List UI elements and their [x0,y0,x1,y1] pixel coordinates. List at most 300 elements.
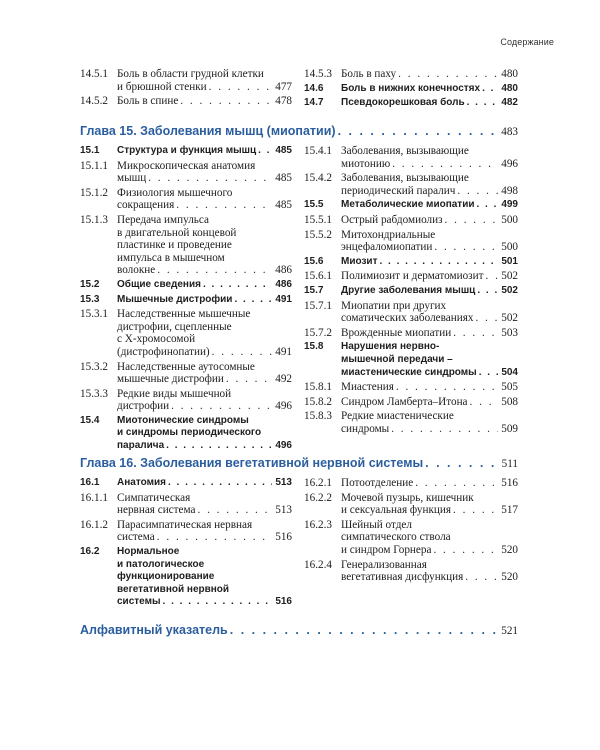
toc-entry-number: 14.5.3 [304,68,332,80]
toc-entry-number: 16.1.2 [80,518,108,531]
toc-entry-number: 15.1.2 [80,186,108,199]
toc-entry[interactable] [304,327,518,340]
toc-entry-page: 482 [501,97,518,109]
toc-entry[interactable] [80,415,292,453]
leader-dots [465,97,498,110]
toc-entry-body [117,95,292,108]
toc-entry-line [117,333,292,346]
toc-entry-body [341,519,518,557]
leader-dots [455,185,498,198]
toc-column-right [304,477,518,586]
leader-dots [396,68,498,81]
leader-dots [166,477,272,490]
toc-entry-line [117,400,292,413]
toc-entry-line [117,519,292,532]
toc-column-right [304,68,518,112]
toc-entry-text: Наследственные аутосомные [117,360,255,373]
toc-entry-number: 15.1.3 [80,213,108,226]
toc-entry-text: дистрофии, сцепленные [117,320,232,333]
toc-entry[interactable] [304,341,518,379]
toc-entry-body [341,559,518,584]
toc-entry-line [117,214,292,227]
toc-entry-page: 499 [501,199,518,211]
toc-entry-number: 15.6.1 [304,270,332,283]
chapter-title: Глава 15. Заболевания мышц (миопатии) [80,124,336,138]
leader-dots [423,456,498,470]
toc-entry-number: 16.2.4 [304,558,332,571]
toc-entry[interactable] [304,477,518,490]
toc-entry-number: 15.7.1 [304,299,332,312]
toc-entry-text: Псевдокорешковая боль [341,97,465,109]
toc-entry-text: периодический паралич [341,184,456,197]
toc-entry-body [117,492,292,517]
toc-entry-text: Общие сведения [117,278,201,290]
toc-entry-text: Врожденные миопатии [341,326,452,339]
leader-dots [256,145,272,158]
toc-chapter-16[interactable] [80,456,518,470]
toc-entry-page: 485 [275,199,292,212]
toc-entry-page: 491 [275,293,292,305]
toc-entry-page: 477 [275,80,292,93]
toc-entry-text: система [117,531,155,544]
toc-entry-text: Миопатии при других [341,299,447,312]
toc-entry-line [117,584,292,597]
toc-entry-number: 15.3.2 [80,360,108,373]
toc-entry-text: Физиология мышечного [117,186,233,199]
toc-entry-page: 516 [275,596,292,608]
toc-entry-page: 496 [275,440,292,452]
leader-dots [413,477,498,490]
toc-entry-line [341,477,518,490]
leader-dots [451,504,498,517]
toc-entry-line [341,97,518,110]
toc-entry-number: 15.8 [304,341,324,353]
toc-entry[interactable] [304,270,518,283]
toc-entry-body [117,145,292,158]
toc-entry-text: в двигательной концевой [117,226,237,239]
toc-entry-body [341,327,518,340]
toc-entry[interactable] [304,199,518,212]
toc-entry-number: 16.1 [80,477,100,488]
toc-entry[interactable] [80,145,292,158]
toc-entry-body [341,300,518,325]
toc-entry-text: миастенические синдромы [341,366,477,378]
toc-entry-text: Шейный отдел [341,518,412,531]
toc-entry-page: 486 [275,278,292,290]
toc-entry-body [341,256,518,269]
toc-entry-page: 516 [501,477,518,489]
toc-entry-text: Митохондриальные [341,228,436,241]
leader-dots [228,623,498,637]
toc-entry-number: 15.7 [304,284,324,296]
toc-entry-number: 14.5.2 [80,95,108,108]
leader-dots [164,440,272,453]
toc-entry-line [341,270,518,283]
toc-entry[interactable] [80,388,292,413]
toc-entry-text: Боль в спине [117,95,179,108]
toc-entry[interactable] [304,83,518,96]
toc-entry-text: симпатического ствола [341,531,451,544]
toc-entry-page: 509 [501,422,518,435]
toc-entry-text: Микроскопическая анатомия [117,159,256,172]
toc-entry-page: 478 [275,95,292,108]
toc-entry[interactable] [304,172,518,197]
toc-entry-number: 15.4.2 [304,172,332,185]
toc-entry-number: 15.8.1 [304,381,332,394]
toc-entry-body [117,294,292,307]
toc-entry-line [341,172,518,185]
toc-entry-line [117,239,292,252]
toc-entry-text: Острый рабдомиолиз [341,213,443,226]
toc-entry-line [117,321,292,334]
toc-entry-body [341,172,518,197]
toc-entry-line [341,396,518,409]
toc-entry-line [117,492,292,505]
toc-entry-line [117,68,292,81]
toc-entry-line [117,227,292,240]
toc-entry-line [341,300,518,313]
toc-entry-body [341,270,518,283]
toc-entry-line [341,229,518,242]
toc-entry-number: 16.2.1 [304,477,332,489]
toc-entry-body [117,519,292,544]
leader-dots [210,346,272,359]
leader-dots [480,83,498,96]
toc-entry-text: Заболевания, вызывающие [341,172,469,185]
toc-entry-line [341,256,518,269]
toc-entry-number: 15.3.1 [80,308,108,321]
toc-entry-page: 513 [275,477,292,488]
leader-dots [169,400,272,413]
toc-entry-text: миотонию [341,157,391,170]
toc-entry-line [117,415,292,428]
leader-dots [451,327,498,340]
toc-entry-number: 15.8.2 [304,395,332,408]
toc-entry-text: энцефаломиопатии [341,241,433,254]
toc-entry-text: Другие заболевания мышц [341,284,476,296]
toc-entry-page: 502 [501,284,518,296]
toc-entry-number: 15.3.3 [80,387,108,400]
toc-entry-text: пластинке и проведение [117,239,232,252]
toc-entry-page: 496 [275,400,292,413]
toc-entry-body [341,410,518,435]
toc-entry-line [341,214,518,227]
toc-entry-text: и синдромы периодического [117,427,262,439]
toc-entry-page: 502 [501,270,518,283]
toc-entry[interactable] [304,410,518,435]
toc-chapter-15[interactable] [80,124,518,138]
toc-entry-line [341,145,518,158]
toc-entry[interactable] [304,285,518,298]
chapter-page: 521 [501,625,518,637]
toc-entry[interactable] [80,279,292,292]
toc-entry-number: 16.2 [80,545,100,557]
toc-entry-text: Редкие виды мышечной [117,387,232,400]
toc-entry-line [341,185,518,198]
toc-entry-line [341,381,518,394]
toc-entry-text: и синдром Горнера [341,543,432,556]
toc-entry[interactable] [80,294,292,307]
toc-entry[interactable] [304,381,518,394]
toc-entry-number: 14.6 [304,82,324,94]
toc-entry-text: Потоотделение [341,477,414,489]
toc-entry[interactable] [80,214,292,277]
toc-entry-body [117,388,292,413]
toc-entry-page: 503 [501,326,518,339]
leader-dots [431,544,498,557]
toc-entry[interactable] [304,97,518,110]
toc-entry-text: Парасимпатическая нервная [117,518,253,531]
toc-entry-page: 520 [501,571,518,584]
toc-entry[interactable] [80,361,292,386]
leader-dots [161,596,272,609]
toc-entry-number: 14.7 [304,97,324,109]
toc-entry-number: 15.7.2 [304,326,332,339]
toc-entry-body [341,341,518,379]
leader-dots [468,396,498,409]
leader-dots [394,381,498,394]
toc-entry-body [117,187,292,212]
toc-entry-number: 15.6 [304,255,324,267]
toc-entry-line [117,81,292,94]
toc-entry-text: с Х-хромосомой [117,333,196,346]
toc-entry-number: 15.8.3 [304,410,332,423]
toc-entry-number: 15.2 [80,278,100,290]
toc-entry-line [341,410,518,423]
toc-entry-number: 16.1.1 [80,491,108,504]
toc-entry-line [117,95,292,108]
toc-entry-line [117,294,292,307]
toc-entry[interactable] [304,492,518,517]
toc-entry-text: Синдром Ламберта–Итона [341,395,468,408]
toc-entry-line [117,361,292,374]
toc-entry-text: Боль в паху [341,68,397,80]
toc-column-left [80,145,292,455]
toc-entry-text: Симпатическая [117,491,191,504]
toc-entry-line [117,440,292,453]
leader-dots [155,531,272,544]
toc-entry-text: Структура и функция мышц [117,145,257,156]
toc-column-right [304,145,518,437]
toc-entry-body [117,477,292,490]
toc-entry-page: 513 [275,504,292,517]
leader-dots [377,256,498,269]
toc-entry-body [341,214,518,227]
toc-entry-text: мышечные дистрофии [117,373,224,386]
toc-entry-line [117,559,292,572]
toc-entry[interactable] [304,559,518,584]
toc-entry[interactable] [80,187,292,212]
toc-entry-line [117,187,292,200]
toc-entry-number: 15.1.1 [80,159,108,172]
leader-dots [483,270,498,283]
toc-entry-line [117,172,292,185]
toc-entry-line [117,531,292,544]
toc-entry-page: 516 [275,531,292,544]
leader-dots [390,158,498,171]
toc-entry-text: Миотонические синдромы [117,414,249,426]
toc-entry-page: 517 [501,504,518,517]
toc-entry-text: Мышечные дистрофии [117,293,233,305]
toc-entry-text: Анатомия [117,477,166,488]
toc-entry-line [341,559,518,572]
toc-entry-body [117,279,292,292]
toc-entry[interactable] [80,477,292,490]
toc-entry[interactable] [304,396,518,409]
toc-entry-page: 500 [501,213,518,226]
toc-entry-number: 15.5.1 [304,213,332,226]
toc-entry-page: 501 [501,255,518,267]
toc-entry[interactable] [304,519,518,557]
toc-entry-page: 485 [275,145,292,156]
toc-entry-body [341,229,518,254]
toc-entry-body [117,68,292,93]
toc-entry-text: Миастения [341,381,394,394]
toc-entry-line [341,341,518,354]
toc-entry-body [341,97,518,110]
toc-entry-body [117,415,292,453]
toc-entry-line [117,145,292,158]
chapter-title: Глава 16. Заболевания вегетативной нервной системы [80,456,424,470]
toc-entry-line [117,427,292,440]
toc-entry-number: 15.4 [80,414,100,426]
toc-entry-body [117,308,292,358]
toc-entry-line [341,199,518,212]
toc-entry-line [117,160,292,173]
toc-entry-number: 16.2.2 [304,491,332,504]
toc-entry-page: 498 [501,184,518,197]
page-header-title: Содержание [500,37,554,47]
toc-entry-text: Полимиозит и дерматомиозит [341,270,484,283]
toc-entry[interactable] [80,546,292,609]
toc-entry[interactable] [80,160,292,185]
toc-entry-text: волокне [117,264,156,277]
toc-entry-line [117,388,292,401]
toc-entry-text: вегетативной нервной [117,583,230,595]
toc-entry[interactable] [80,519,292,544]
toc-entry-page: 480 [501,82,518,94]
toc-entry[interactable] [80,492,292,517]
toc-entry-line [117,346,292,359]
leader-dots [232,294,272,307]
toc-entry-page: 508 [501,395,518,408]
leader-dots [443,214,498,227]
toc-entry-text: Боль в области грудной клетки [117,68,264,80]
leader-dots [389,423,498,436]
toc-entry[interactable] [80,68,292,93]
leader-dots [178,95,272,108]
toc-entry-text: синдромы [341,422,390,435]
toc-entry-line [341,68,518,81]
toc-entry-text: Передача импульса [117,213,209,226]
toc-entry-body [341,83,518,96]
toc-entry[interactable] [80,95,292,108]
toc-entry[interactable] [304,145,518,170]
leader-dots [155,264,272,277]
toc-column-left [80,477,292,611]
leader-dots [473,312,498,325]
toc-entry-body [341,477,518,490]
toc-entry-page: 485 [275,172,292,185]
toc-entry-text: и брюшной стенки [117,80,207,93]
toc-entry-text: Заболевания, вызывающие [341,145,469,157]
toc-entry-text: соматических заболеваниях [341,312,474,325]
toc-entry-line [117,477,292,490]
toc-entry[interactable] [80,308,292,358]
toc-entry-text: и сексуальная функция [341,504,452,517]
chapter-page: 483 [501,126,518,138]
toc-entry-text: Наследственные мышечные [117,308,251,321]
toc-entry-text: Мочевой пузырь, кишечник [341,491,474,504]
leader-dots [477,367,498,380]
toc-entry-number: 15.5 [304,199,324,211]
toc-entry-page: 491 [275,345,292,358]
toc-entry-page: 504 [501,366,518,378]
toc-entry-number: 16.2.3 [304,518,332,531]
toc-entry[interactable] [304,256,518,269]
leader-dots [432,241,498,254]
leader-dots [336,124,498,138]
toc-entry-line [117,546,292,559]
toc-entry-line [117,279,292,292]
toc-entry-line [341,519,518,532]
toc-entry-line [117,596,292,609]
toc-entry-line [117,252,292,265]
toc-entry-body [117,214,292,277]
chapter-page: 511 [501,458,518,470]
toc-entry-text: Нарушения нервно- [341,341,440,353]
toc-entry-line [341,504,518,517]
leader-dots [201,279,272,292]
toc-entry-number: 15.5.2 [304,228,332,241]
leader-dots [195,504,272,517]
toc-entry-text: Редкие миастенические [341,410,454,423]
toc-entry-text: нервная система [117,504,196,517]
toc-entry[interactable] [304,229,518,254]
toc-entry-line [341,83,518,96]
toc-entry-text: функционирование [117,571,215,583]
leader-dots [475,285,498,298]
toc-entry-text: дистрофии [117,400,170,413]
toc-entry-text: Миозит [341,255,378,267]
toc-entry-text: и патологическое [117,558,205,570]
toc-entry-line [117,571,292,584]
toc-entry-line [341,285,518,298]
toc-entry-body [117,546,292,609]
toc-alphabetical-index[interactable] [80,623,518,637]
toc-entry-line [117,199,292,212]
toc-entry-body [117,160,292,185]
toc-entry-text: Метаболические миопатии [341,199,475,211]
toc-entry-line [117,308,292,321]
toc-entry-line [341,367,518,380]
toc-entry-page: 496 [501,157,518,170]
toc-entry[interactable] [304,68,518,81]
toc-entry-page: 480 [501,68,518,80]
toc-entry[interactable] [304,300,518,325]
toc-entry-page: 492 [275,373,292,386]
toc-entry-number: 15.4.1 [304,145,332,157]
toc-entry-body [341,68,518,81]
toc-entry[interactable] [304,214,518,227]
toc-entry-number: 14.5.1 [80,68,108,80]
toc-entry-line [341,492,518,505]
toc-entry-page: 500 [501,241,518,254]
leader-dots [146,172,272,185]
toc-entry-page: 502 [501,312,518,325]
chapter-title: Алфавитный указатель [80,623,228,637]
toc-entry-line [341,158,518,171]
